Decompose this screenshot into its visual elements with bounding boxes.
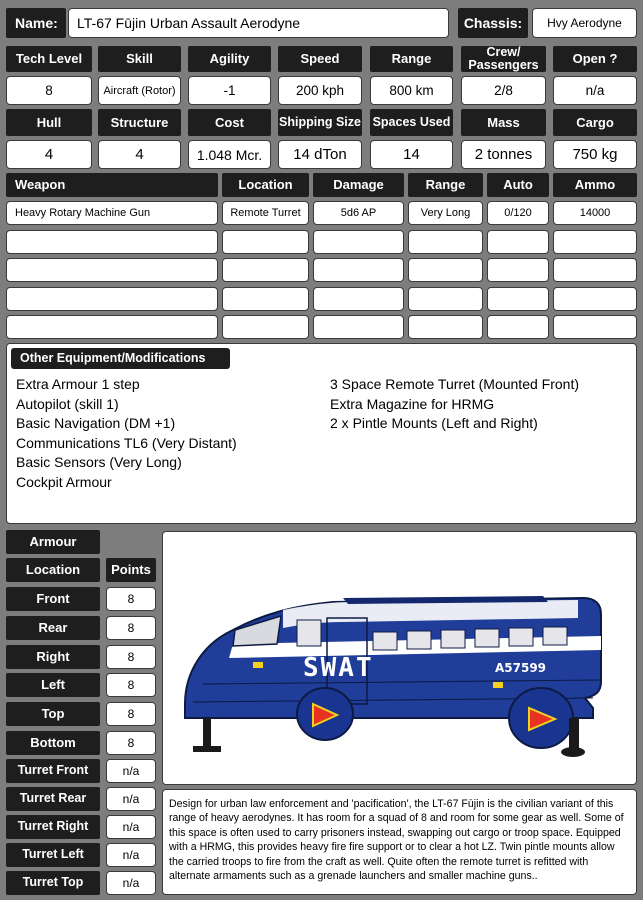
- equipment-list-left: [16, 375, 237, 492]
- weapon-damage-field[interactable]: [313, 230, 404, 254]
- mass-label: Mass: [461, 109, 546, 136]
- weapon-damage-field[interactable]: 5d6 AP: [313, 201, 404, 225]
- weapon-range-field[interactable]: [408, 315, 483, 339]
- armour-location: Turret Right: [6, 815, 100, 839]
- equipment-item: Extra Armour 1 step: [16, 376, 140, 392]
- location-header: Location: [222, 173, 309, 197]
- name-field[interactable]: LT-67 Fūjin Urban Assault Aerodyne: [68, 8, 449, 38]
- side-window: [441, 630, 465, 648]
- weapon-ammo-field[interactable]: [553, 315, 637, 339]
- weapon-damage-field[interactable]: [313, 258, 404, 282]
- weapon-name-field[interactable]: [6, 258, 218, 282]
- equipment-item: Cockpit Armour: [16, 473, 112, 490]
- damage-header: Damage: [313, 173, 404, 197]
- equipment-list-right: [330, 375, 579, 434]
- landing-gear: [203, 718, 211, 748]
- spaces-used-label: Spaces Used: [370, 109, 453, 136]
- ammo-header: Ammo: [553, 173, 637, 197]
- swat-marking: SWAT: [303, 653, 374, 683]
- cost-label: Cost: [188, 109, 271, 136]
- serial-marking: A57599: [495, 661, 547, 675]
- weapon-auto-field[interactable]: 0/120: [487, 201, 549, 225]
- weapon-auto-field[interactable]: [487, 315, 549, 339]
- armour-points-field[interactable]: 8: [106, 587, 156, 611]
- weapon-ammo-field[interactable]: [553, 230, 637, 254]
- landing-gear: [193, 746, 221, 752]
- armour-points-header: Points: [106, 558, 156, 582]
- auto-header: Auto: [487, 173, 549, 197]
- side-window: [373, 632, 397, 650]
- armour-points-field[interactable]: n/a: [106, 871, 156, 895]
- weapon-name-field[interactable]: [6, 315, 218, 339]
- armour-location: Right: [6, 645, 100, 669]
- open-field[interactable]: n/a: [553, 76, 637, 105]
- vehicle-description: Design for urban law enforcement and 'pacification', the LT-67 Fūjin is the civilian variant of this range of heavy aerodynes. It has room for a squad of 8 and room for some gear as well. Some of this space is often used to carry prisoners instead, swapping out cargo or troop space. Equipped with a HRMG, this provides heavy fire fire support or to clear a hot LZ. Twin pintle mounts allow the carried troops to fire from the craft as well. Quite often the remote turret is refitted with alternate armaments such as a grenade launchers and smaller machine guns..: [162, 789, 637, 895]
- equipment-item: Extra Magazine for HRMG: [330, 395, 495, 412]
- structure-label: Structure: [98, 109, 181, 136]
- structure-field[interactable]: 4: [98, 140, 181, 169]
- armour-location: Left: [6, 673, 100, 697]
- open-label: Open ?: [553, 46, 637, 72]
- weapon-ammo-field[interactable]: [553, 258, 637, 282]
- weapon-range-field[interactable]: [408, 230, 483, 254]
- chassis-label: Chassis:: [458, 8, 528, 38]
- agility-label: Agility: [188, 46, 271, 72]
- weapon-range-field[interactable]: Very Long: [408, 201, 483, 225]
- range-label: Range: [370, 46, 453, 72]
- weapon-name-field[interactable]: [6, 230, 218, 254]
- weapon-range-field[interactable]: [408, 287, 483, 311]
- weapon-location-field[interactable]: Remote Turret: [222, 201, 309, 225]
- skill-label: Skill: [98, 46, 181, 72]
- speed-field[interactable]: 200 kph: [278, 76, 362, 105]
- equipment-item: 3 Space Remote Turret (Mounted Front): [330, 376, 579, 392]
- equipment-title: Other Equipment/Modifications: [11, 348, 230, 369]
- cargo-label: Cargo: [553, 109, 637, 136]
- shipping-size-label: Shipping Size: [278, 109, 362, 136]
- skill-field[interactable]: Aircraft (Rotor): [98, 76, 181, 105]
- landing-foot: [561, 747, 585, 757]
- side-window: [543, 627, 567, 645]
- marker-light: [493, 682, 503, 688]
- side-window: [407, 631, 431, 649]
- equipment-item: Autopilot (skill 1): [16, 395, 119, 412]
- shipping-size-field[interactable]: 14 dTon: [278, 140, 362, 169]
- weapon-location-field[interactable]: [222, 230, 309, 254]
- weapon-auto-field[interactable]: [487, 258, 549, 282]
- vehicle-image-panel: [162, 531, 637, 785]
- hull-label: Hull: [6, 109, 92, 136]
- crew-passengers-label: Crew/ Passengers: [461, 46, 546, 72]
- armour-points-field[interactable]: n/a: [106, 815, 156, 839]
- side-window: [297, 620, 321, 646]
- weapon-location-field[interactable]: [222, 258, 309, 282]
- cargo-field[interactable]: 750 kg: [553, 140, 637, 169]
- armour-location: Turret Rear: [6, 787, 100, 811]
- cost-field[interactable]: 1.048 Mcr.: [188, 140, 271, 169]
- equipment-item: Basic Navigation (DM +1): [16, 415, 176, 431]
- agility-field[interactable]: -1: [188, 76, 271, 105]
- armour-points-field[interactable]: 8: [106, 673, 156, 697]
- armour-location-header: Location: [6, 558, 100, 582]
- armour-points-field[interactable]: n/a: [106, 759, 156, 783]
- weapon-name-field[interactable]: Heavy Rotary Machine Gun: [6, 201, 218, 225]
- weapon-ammo-field[interactable]: [553, 287, 637, 311]
- speed-label: Speed: [278, 46, 362, 72]
- side-window: [509, 628, 533, 646]
- aerodyne-illustration: [163, 532, 636, 784]
- armour-location: Front: [6, 587, 100, 611]
- armour-location: Turret Top: [6, 871, 100, 895]
- armour-location: Rear: [6, 616, 100, 640]
- armour-points-field[interactable]: n/a: [106, 787, 156, 811]
- landing-gear: [569, 718, 579, 750]
- range-field[interactable]: 800 km: [370, 76, 453, 105]
- tech-level-label: Tech Level: [6, 46, 92, 72]
- range-header: Range: [408, 173, 483, 197]
- side-window: [475, 629, 499, 647]
- spaces-used-field[interactable]: 14: [370, 140, 453, 169]
- armour-title: Armour: [6, 530, 100, 554]
- armour-location: Top: [6, 702, 100, 726]
- armour-points-field[interactable]: 8: [106, 702, 156, 726]
- weapon-damage-field[interactable]: [313, 287, 404, 311]
- weapon-auto-field[interactable]: [487, 287, 549, 311]
- chassis-field[interactable]: Hvy Aerodyne: [532, 8, 637, 38]
- weapon-location-field[interactable]: [222, 315, 309, 339]
- weapon-name-field[interactable]: [6, 287, 218, 311]
- weapon-range-field[interactable]: [408, 258, 483, 282]
- armour-location: Turret Front: [6, 759, 100, 783]
- marker-light: [253, 662, 263, 668]
- hull-field[interactable]: 4: [6, 140, 92, 169]
- weapon-damage-field[interactable]: [313, 315, 404, 339]
- weapon-auto-field[interactable]: [487, 230, 549, 254]
- equipment-item: Basic Sensors (Very Long): [16, 454, 182, 470]
- armour-location: Turret Left: [6, 843, 100, 867]
- armour-points-field[interactable]: n/a: [106, 843, 156, 867]
- mass-field[interactable]: 2 tonnes: [461, 140, 546, 169]
- tech-level-field[interactable]: 8: [6, 76, 92, 105]
- armour-points-field[interactable]: 8: [106, 616, 156, 640]
- weapon-location-field[interactable]: [222, 287, 309, 311]
- armour-points-field[interactable]: 8: [106, 731, 156, 755]
- weapon-header: Weapon: [6, 173, 218, 197]
- equipment-item: 2 x Pintle Mounts (Left and Right): [330, 415, 538, 431]
- crew-passengers-field[interactable]: 2/8: [461, 76, 546, 105]
- name-label: Name:: [6, 8, 66, 38]
- equipment-item: Communications TL6 (Very Distant): [16, 434, 237, 451]
- armour-location: Bottom: [6, 731, 100, 755]
- weapon-ammo-field[interactable]: 14000: [553, 201, 637, 225]
- armour-points-field[interactable]: 8: [106, 645, 156, 669]
